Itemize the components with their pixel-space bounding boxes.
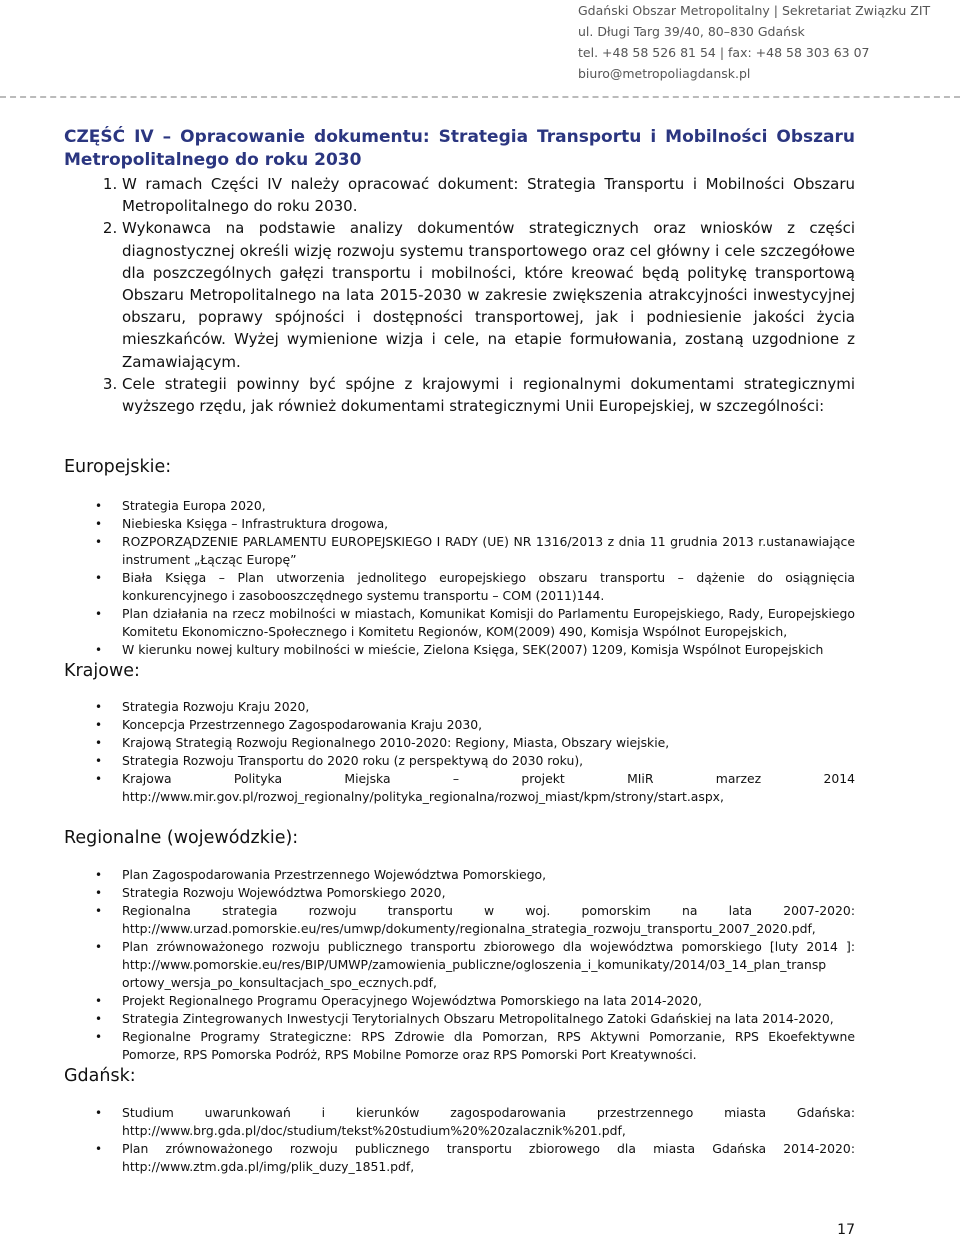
document-body — [64, 126, 855, 1176]
list-item: • Strategia Rozwoju Województwa Pomorskiego 2020, — [95, 885, 446, 901]
bullet-icon: • — [95, 1012, 103, 1027]
list-item: • Biała Księga – Plan utworzenia jednolitego europejskiego obszaru transportu – dążenie do osiągnięcia konkurencyjnego i zasobooszczędnego systemu transportu – COM (2011)144. — [95, 570, 855, 604]
list-item: • W kierunku nowej kultury mobilności w mieście, Zielona Księga, SEK(2007) 1209, Komisja Wspólnot Europejskich — [95, 642, 824, 658]
list-item: • Plan działania na rzecz mobilności w miastach, Komunikat Komisji do Parlamentu Europejskiego, Rady, Europejskiego Komitetu Ekonomiczno-Społecznego i Komitetu Regionów, KOM(2009) 490, Komisja Wspólnot Europejskich, — [95, 606, 855, 640]
part-title: CZĘŚĆ IV – Opracowanie dokumentu: Strategia Transportu i Mobilności Obszaru Metropolitalnego do roku 2030 — [64, 127, 855, 170]
section-heading-krajowe: Krajowe: — [64, 661, 140, 682]
list-item: • Strategia Rozwoju Transportu do 2020 roku (z perspektywą do 2030 roku), — [95, 753, 584, 769]
letterhead-email: biuro@metropoliagdansk.pl — [578, 66, 751, 81]
bullet-icon: • — [95, 1142, 103, 1157]
bullet-icon: • — [95, 499, 103, 514]
list-item: • Strategia Zintegrowanych Inwestycji Terytorialnych Obszaru Metropolitalnego Zatoki Gdańskiej na lata 2014-2020, — [95, 1011, 834, 1027]
bullet-icon: • — [95, 754, 103, 769]
numbered-item: 3. Cele strategii powinny być spójne z krajowymi i regionalnymi dokumentami strategicznymi wyższego rzędu, jak również dokumentami strategicznymi Unii Europejskiej, w szczególności: — [122, 373, 855, 417]
bullet-icon: • — [95, 718, 103, 733]
bullet-icon: • — [95, 535, 103, 550]
letterhead-phone-fax: tel. +48 58 526 81 54 | fax: +48 58 303 63 07 — [578, 45, 870, 60]
bullet-icon: • — [95, 886, 103, 901]
list-gdansk — [64, 1104, 855, 1176]
list-europejskie — [64, 497, 855, 659]
list-item: • Regionalna strategia rozwoju transportu w woj. pomorskim na lata 2007-2020: http://www.urzad.pomorskie.eu/res/umwp/dokumenty/regionalna_strategia_rozwoju_transportu_2007_2020.pdf, — [95, 903, 855, 937]
list-item: • ROZPORZĄDZENIE PARLAMENTU EUROPEJSKIEGO I RADY (UE) NR 1316/2013 z dnia 11 grudnia 2013 r.ustanawiające instrument „Łącząc Europę” — [95, 534, 855, 568]
section-heading-gdansk: Gdańsk: — [64, 1066, 136, 1087]
bullet-icon: • — [95, 904, 103, 919]
list-item: • Projekt Regionalnego Programu Operacyjnego Województwa Pomorskiego na lata 2014-2020, — [95, 993, 702, 1009]
bullet-icon: • — [95, 700, 103, 715]
bullet-icon: • — [95, 940, 103, 955]
list-item: • Koncepcja Przestrzennego Zagospodarowania Kraju 2030, — [95, 717, 483, 733]
bullet-icon: • — [95, 517, 103, 532]
list-krajowe — [64, 698, 855, 806]
numbered-list — [64, 173, 855, 417]
bullet-icon: • — [95, 772, 103, 787]
numbered-item: 2. Wykonawca na podstawie analizy dokumentów strategicznych oraz wniosków z części diagnostycznej określi wizję rozwoju systemu transportowego oraz cel główny i cele szczegółowe dla poszczególnych gałęzi transportu i mobilności, które kreować będą politykę transportową Obszaru Metropolitalnego na lata 2015-2030 w zakresie zwiększenia atrakcyjności inwestycyjnej obszaru, poprawy spójności i dostępności transportowej, jak i podniesienie jakości życia mieszkańców. Wyżej wymienione wizja i cele, na etapie formułowania, zostaną uzgodnione z Zamawiającym. — [122, 217, 855, 372]
bullet-icon: • — [95, 1030, 103, 1045]
list-item: • Krajową Strategią Rozwoju Regionalnego 2010-2020: Regiony, Miasta, Obszary wiejskie, — [95, 735, 670, 751]
bullet-icon: • — [95, 1106, 103, 1121]
bullet-icon: • — [95, 571, 103, 586]
section-heading-regionalne: Regionalne (wojewódzkie): — [64, 828, 299, 849]
list-regionalne — [64, 866, 855, 1064]
list-item: • Niebieska Księga – Infrastruktura drogowa, — [95, 516, 389, 532]
list-item: • Plan zrównoważonego rozwoju publicznego transportu zbiorowego dla województwa pomorskiego [luty 2014 ]: http://www.pomorskie.eu/res/BIP/UMWP/zamowienia_publiczne/ogloszenia_i_komunikaty/2014/03_14_plan_transp ortowy_wersja_po_konsultacjach_spo_ecznych.pdf, — [95, 939, 855, 991]
bullet-icon: • — [95, 643, 103, 658]
list-item: • Plan Zagospodarowania Przestrzennego Województwa Pomorskiego, — [95, 867, 547, 883]
header-divider — [0, 96, 960, 98]
letterhead-address: ul. Długi Targ 39/40, 80–830 Gdańsk — [578, 24, 805, 39]
letterhead — [578, 0, 931, 84]
list-item: • Studium uwarunkowań i kierunków zagospodarowania przestrzennego miasta Gdańska: http://www.brg.gda.pl/doc/studium/tekst%20studium%20%20zalacznik%201.pdf, — [95, 1105, 855, 1139]
bullet-icon: • — [95, 607, 103, 622]
list-item: • Strategia Europa 2020, — [95, 498, 266, 514]
section-heading-europejskie: Europejskie: — [64, 457, 172, 478]
bullet-icon: • — [95, 736, 103, 751]
list-item: • Strategia Rozwoju Kraju 2020, — [95, 699, 310, 715]
list-item: • Krajowa Polityka Miejska – projekt MIiR marzez 2014 http://www.mir.gov.pl/rozwoj_regionalny/polityka_regionalna/rozwoj_miast/kpm/strony/start.aspx, — [95, 771, 855, 805]
bullet-icon: • — [95, 994, 103, 1009]
bullet-icon: • — [95, 868, 103, 883]
letterhead-organization: Gdański Obszar Metropolitalny | Sekretariat Związku ZIT — [578, 3, 931, 18]
list-item: • Regionalne Programy Strategiczne: RPS Zdrowie dla Pomorzan, RPS Aktywni Pomorzanie, RPS Ekoefektywne Pomorze, RPS Pomorska Podróż, RPS Mobilne Pomorze oraz RPS Pomorski Port Kreatywności. — [95, 1029, 855, 1063]
page-number: 17 — [837, 1222, 855, 1238]
list-item: • Plan zrównoważonego rozwoju publicznego transportu zbiorowego dla miasta Gdańska 2014-2020: http://www.ztm.gda.pl/img/plik_duzy_1851.pdf, — [95, 1141, 855, 1175]
numbered-item: 1. W ramach Części IV należy opracować dokument: Strategia Transportu i Mobilności Obszaru Metropolitalnego do roku 2030. — [122, 173, 855, 217]
